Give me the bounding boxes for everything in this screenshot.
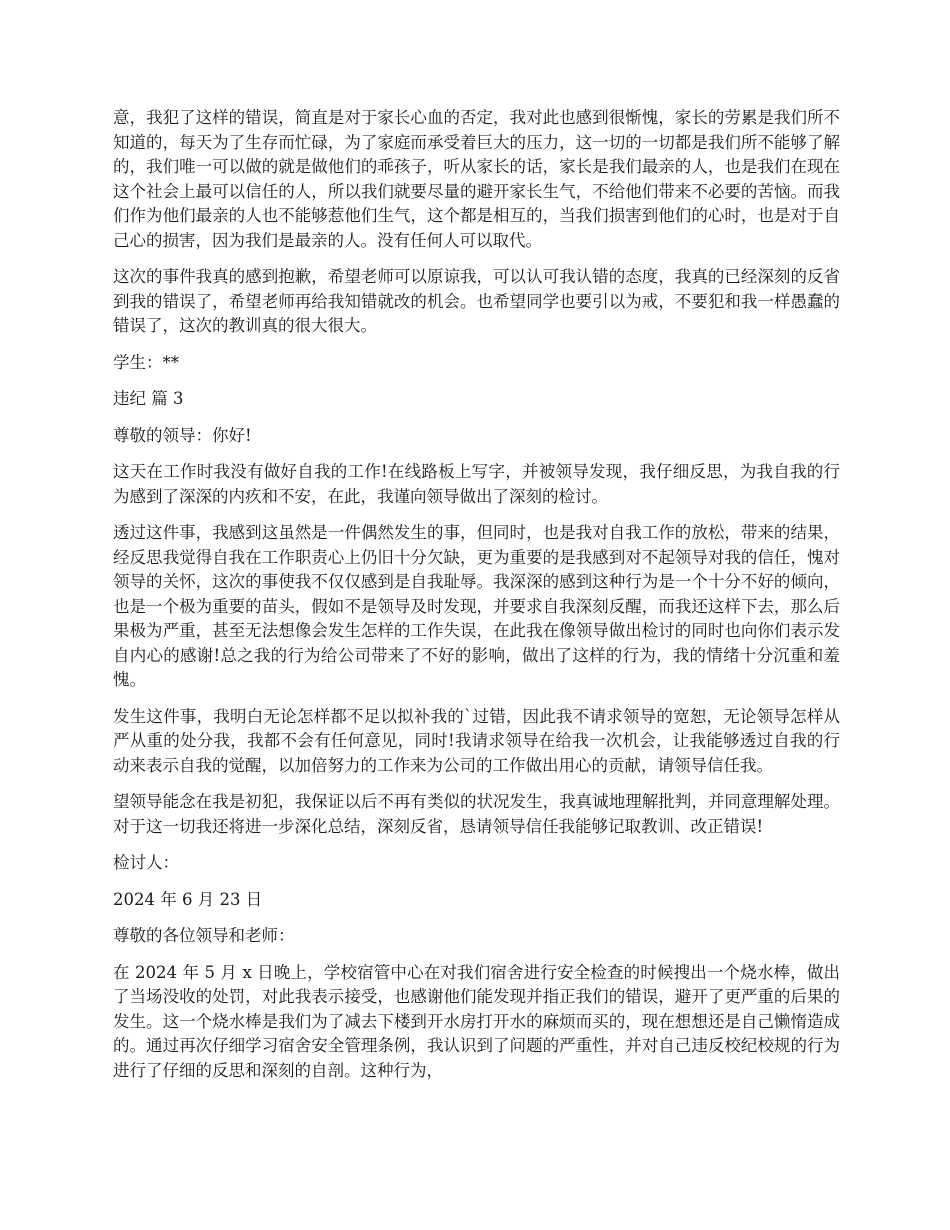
reviewer-signature: 检讨人： [113,853,179,872]
student-signature: 学生：** [113,352,179,372]
document-body [113,106,840,1095]
salutation-leaders-teachers: 尊敬的各位领导和老师： [113,926,295,945]
paragraph-dorm-incident: 在 2024 年 5 月 x 日晚上，学校宿管中心在对我们宿舍进行安全检查的时候搜出一个烧水棒，做出了当场没收的处罚，对此我表示接受，也感谢他们能发现并指正我们的错误，避开了更严重的后果的发生。这一个烧水棒是我们为了减去下楼到开水房打开水的麻烦而买的，现在想想还是自己懒惰造成的。通过再次仔细学习宿舍安全管理条例，我认识到了问题的严重性，并对自己违反校纪校规的行为进行了仔细的反思和深刻的自剖。这种行为， [113,962,840,1080]
paragraph-reflection: 透过这件事，我感到这虽然是一件偶然发生的事，但同时，也是我对自我工作的放松，带来的结果，经反思我觉得自我在工作职责心上仍旧十分欠缺，更为重要的是我感到对不起领导对我的信任，愧对领导的关怀，这次的事使我不仅仅感到是自我耻辱。我深深的感到这种行为是一个十分不好的倾向，也是一个极为重要的苗头，假如不是领导及时发现，并要求自我深刻反醒，而我还这样下去，那么后果极为严重，甚至无法想像会发生怎样的工作失误，在此我在像领导做出检讨的同时也向你们表示发自内心的感谢!总之我的行为给公司带来了不好的影响，做出了这样的行为，我的情绪十分沉重和羞愧。 [113,523,840,689]
paragraph-incident: 这天在工作时我没有做好自我的工作!在线路板上写字，并被领导发现，我仔细反思，为我自我的行为感到了深深的内疚和不安，在此，我谨向领导做出了深刻的检讨。 [113,462,840,506]
salutation-leader: 尊敬的领导：你好! [113,425,252,445]
paragraph-apology-teacher: 这次的事件我真的感到抱歉，希望老师可以原谅我，可以认可我认错的态度，我真的已经深刻的反省到我的错误了，希望老师再给我知错就改的机会。也希望同学也要引以为戒，不要犯和我一样愚蠢的错误了，这次的教训真的很大很大。 [113,267,840,335]
letter-date: 2024 年 6 月 23 日 [113,889,263,909]
paragraph-request: 发生这件事，我明白无论怎样都不足以拟补我的`过错，因此我不请求领导的宽恕，无论领导怎样从严从重的处分我，我都不会有任何意见，同时!我请求领导在给我一次机会，让我能够透过自我的行动来表示自我的觉醒，以加倍努力的工作来为公司的工作做出用心的贡献，请领导信任我。 [113,706,840,775]
section-heading: 违纪 篇 3 [113,389,184,408]
paragraph-promise: 望领导能念在我是初犯，我保证以后不再有类似的状况发生，我真诚地理解批判，并同意理解处理。对于这一切我还将进一步深化总结，深刻反省，恳请领导信任我能够记取教训、改正错误! [113,792,840,836]
paragraph-family-reflection: 意，我犯了这样的错误，简直是对于家长心血的否定，我对此也感到很惭愧，家长的劳累是我们所不知道的，每天为了生存而忙碌，为了家庭而承受着巨大的压力，这一切的一切都是我们所不能够了解的，我们唯一可以做的就是做他们的乖孩子，听从家长的话，家长是我们最亲的人，也是我们在现在这个社会上最可以信任的人，所以我们就要尽量的避开家长生气，不给他们带来不必要的苦恼。而我们作为他们最亲的人也不能够惹他们生气，这个都是相互的，当我们损害到他们的心时，也是对于自己心的损害，因为我们是最亲的人。没有任何人可以取代。 [113,108,840,250]
